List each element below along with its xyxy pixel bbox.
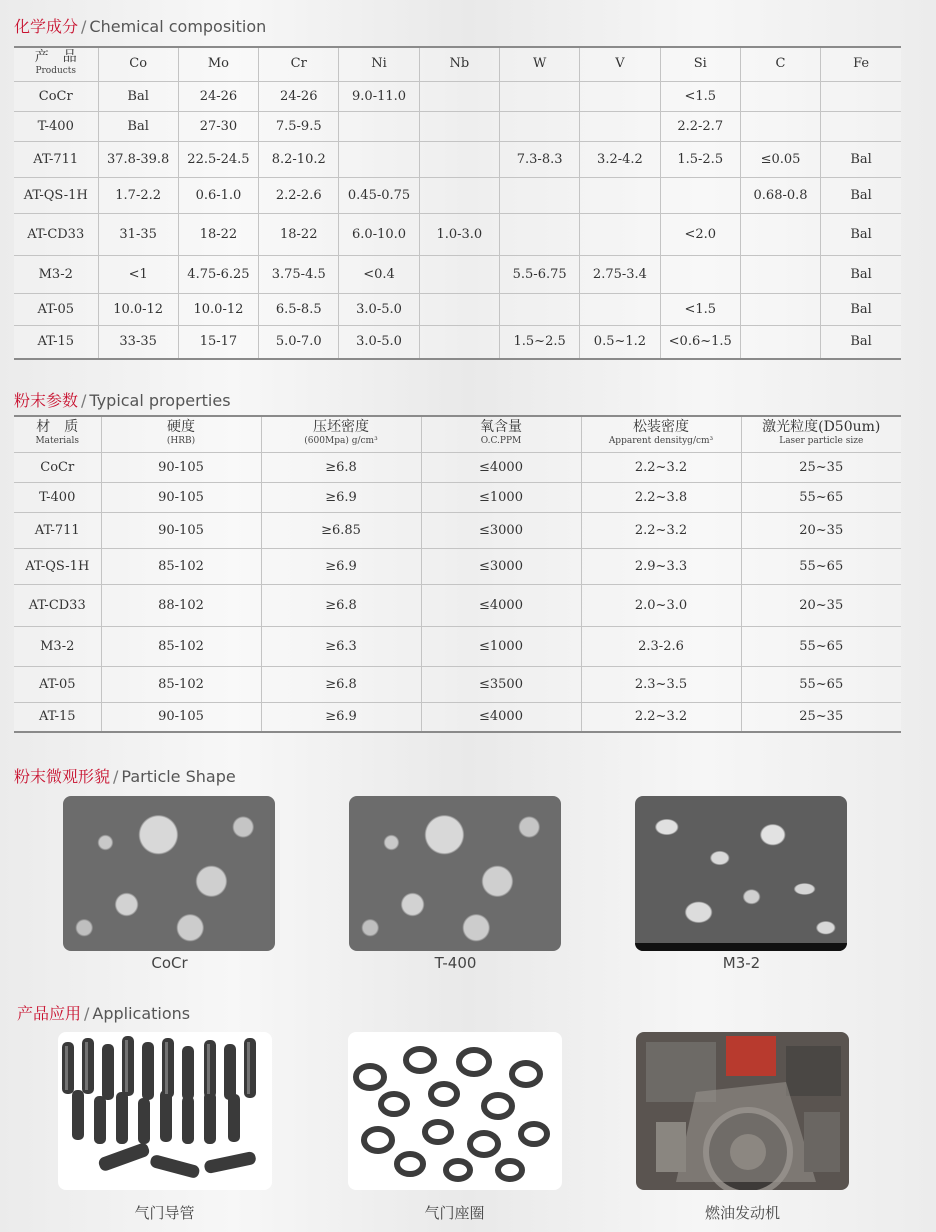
m32-particle-image [635,796,847,951]
props-header-cn: 硬度 [167,419,195,436]
particle-caption-m32: M3-2 [722,954,761,972]
chem-cell [419,325,499,359]
chem-cell: 27-30 [178,111,258,141]
chem-header-si: Si [660,47,740,81]
chem-cell: 22.5-24.5 [178,141,258,177]
props-cell: ≥6.85 [261,512,421,548]
chem-cell: 33-35 [98,325,178,359]
chem-product-name: AT-711 [14,141,98,177]
chem-table-row [14,213,901,255]
chem-cell [660,255,740,293]
props-table-row [14,666,901,702]
chem-cell: 4.75-6.25 [178,255,258,293]
chem-cell: Bal [821,325,901,359]
chem-cell [419,293,499,325]
props-cell: ≥6.9 [261,482,421,512]
chem-table-row [14,325,901,359]
props-header-en: (600Mpa) g/cm³ [304,436,378,447]
chem-cell: 5.5-6.75 [499,255,579,293]
apps-section-title: 产品应用 / Applications [17,1004,191,1023]
chem-cell: <0.6~1.5 [660,325,740,359]
chem-cell [499,111,579,141]
valve-seat-ring-image [348,1032,562,1190]
chem-product-name: AT-QS-1H [14,177,98,213]
chem-cell: 0.5~1.2 [580,325,660,359]
chem-cell: 2.2-2.7 [660,111,740,141]
chem-cell [580,177,660,213]
props-cell: 2.2~3.2 [581,702,741,732]
chem-cell: 2.75-3.4 [580,255,660,293]
props-table-row [14,626,901,666]
props-cell: 20~35 [741,512,901,548]
apps-title-en: Applications [92,1004,191,1023]
chem-cell [821,111,901,141]
chem-cell: Bal [98,111,178,141]
props-cell: ≥6.3 [261,626,421,666]
chem-cell [419,111,499,141]
props-cell: 2.3~3.5 [581,666,741,702]
chem-cell [499,81,579,111]
props-cell: 55~65 [741,626,901,666]
chem-cell [740,81,820,111]
chem-cell: Bal [821,141,901,177]
props-cell: 85-102 [101,548,261,584]
chem-cell [740,111,820,141]
chem-header-mo: Mo [178,47,258,81]
props-header-cell [741,416,901,452]
chem-cell [821,81,901,111]
props-header-cell [101,416,261,452]
valve-guide-image [58,1032,272,1190]
props-cell: ≥6.8 [261,452,421,482]
chem-cell [419,81,499,111]
props-header-cell [261,416,421,452]
props-cell: ≥6.8 [261,666,421,702]
chem-table-row [14,255,901,293]
chem-cell: 37.8-39.8 [98,141,178,177]
chem-cell: 3.75-4.5 [259,255,339,293]
chem-cell [580,293,660,325]
chem-cell: 10.0-12 [98,293,178,325]
props-cell: 25~35 [741,452,901,482]
chem-product-name: AT-15 [14,325,98,359]
chem-cell: 1.5-2.5 [660,141,740,177]
props-section-title: 粉末参数 / Typical properties [14,391,231,410]
products-label-cn: 产 品 [34,49,77,66]
chem-header-cr: Cr [259,47,339,81]
props-cell: ≤4000 [421,584,581,626]
chem-cell: ≤0.05 [740,141,820,177]
props-title-cn: 粉末参数 [14,391,79,410]
fuel-engine-image [636,1032,849,1190]
props-cell: ≤4000 [421,702,581,732]
chem-cell: 0.6-1.0 [178,177,258,213]
shape-title-en: Particle Shape [121,767,236,786]
props-header-row [14,416,901,452]
props-header-cn: 压坯密度 [313,419,369,436]
props-cell: ≤3000 [421,512,581,548]
props-cell: 2.2~3.8 [581,482,741,512]
chem-cell: 3.0-5.0 [339,293,419,325]
props-cell: 90-105 [101,452,261,482]
props-cell: 55~65 [741,548,901,584]
props-cell: 85-102 [101,626,261,666]
chem-cell [740,255,820,293]
props-header-cn: 激光粒度(D50um) [762,419,881,436]
props-cell: 2.2~3.2 [581,512,741,548]
chem-header-nb: Nb [419,47,499,81]
props-cell: ≥6.9 [261,548,421,584]
props-title-en: Typical properties [89,391,231,410]
chem-cell [580,111,660,141]
chem-cell: <1.5 [660,293,740,325]
chem-cell [580,81,660,111]
props-cell: 55~65 [741,482,901,512]
chem-header-w: W [499,47,579,81]
props-cell: ≥6.9 [261,702,421,732]
chem-cell: Bal [821,213,901,255]
app-caption-valve-seat: 气门座圈 [424,1204,485,1222]
props-material-name: T-400 [14,482,101,512]
typical-properties-table [14,415,901,733]
props-cell: 2.9~3.3 [581,548,741,584]
props-header-en: O.C.PPM [480,436,522,447]
chem-cell: 3.0-5.0 [339,325,419,359]
chem-cell: 10.0-12 [178,293,258,325]
chem-cell [740,325,820,359]
props-header-en: Materials [35,436,80,447]
props-header-en: (HRB) [166,436,196,447]
chem-cell: Bal [821,293,901,325]
chem-cell: 8.2-10.2 [259,141,339,177]
chem-header-co: Co [98,47,178,81]
chem-section-title: 化学成分 / Chemical composition [14,17,267,36]
props-table-row [14,482,901,512]
chem-table-row [14,141,901,177]
chem-title-cn: 化学成分 [14,17,79,36]
chem-product-name: M3-2 [14,255,98,293]
props-cell: 90-105 [101,512,261,548]
props-header-cell [421,416,581,452]
props-material-name: AT-15 [14,702,101,732]
props-material-name: CoCr [14,452,101,482]
chem-cell: 6.5-8.5 [259,293,339,325]
props-table-row [14,452,901,482]
app-caption-valve-guide: 气门导管 [134,1204,195,1222]
chem-header-products [14,47,98,81]
cocr-particle-image [63,796,275,951]
chem-header-row [14,47,901,81]
chem-cell: 1.7-2.2 [98,177,178,213]
props-cell: 20~35 [741,584,901,626]
chem-product-name: CoCr [14,81,98,111]
chem-cell: Bal [821,177,901,213]
app-caption-fuel-engine: 燃油发动机 [704,1204,780,1222]
chem-product-name: T-400 [14,111,98,141]
apps-title-cn: 产品应用 [17,1004,82,1023]
chem-cell [580,213,660,255]
chem-cell [740,293,820,325]
props-material-name: AT-QS-1H [14,548,101,584]
chem-cell: 0.68-0.8 [740,177,820,213]
props-cell: ≥6.8 [261,584,421,626]
props-table-row [14,512,901,548]
shape-section-title: 粉末微观形貌 / Particle Shape [14,767,236,786]
chem-cell [499,293,579,325]
chem-cell [740,213,820,255]
chem-table-row [14,293,901,325]
chem-cell: 24-26 [178,81,258,111]
chem-cell [339,141,419,177]
props-header-cn: 氧含量 [480,419,522,436]
props-cell: 90-105 [101,482,261,512]
props-cell: 55~65 [741,666,901,702]
props-material-name: AT-05 [14,666,101,702]
props-cell: 90-105 [101,702,261,732]
chem-cell: 1.0-3.0 [419,213,499,255]
props-cell: 85-102 [101,666,261,702]
props-cell: 88-102 [101,584,261,626]
props-table-row [14,548,901,584]
props-header-cell [581,416,741,452]
props-material-name: AT-CD33 [14,584,101,626]
chem-header-fe: Fe [821,47,901,81]
props-header-cell [14,416,101,452]
chemical-composition-table [14,46,901,360]
chem-product-name: AT-05 [14,293,98,325]
chem-cell: 18-22 [178,213,258,255]
particle-caption-cocr: CoCr [151,954,188,972]
props-cell: ≤1000 [421,626,581,666]
chem-table-row [14,81,901,111]
particle-caption-t400: T-400 [434,954,477,972]
props-material-name: AT-711 [14,512,101,548]
props-cell: ≤4000 [421,452,581,482]
chem-cell [419,255,499,293]
chem-product-name: AT-CD33 [14,213,98,255]
props-header-en: Apparent densityg/cm³ [608,436,714,447]
chem-cell: <2.0 [660,213,740,255]
chem-cell: 9.0-11.0 [339,81,419,111]
chem-cell: 31-35 [98,213,178,255]
chem-cell: 24-26 [259,81,339,111]
props-table-row [14,702,901,732]
props-table-row [14,584,901,626]
chem-header-c: C [740,47,820,81]
chem-table-row [14,177,901,213]
chem-cell [419,141,499,177]
chem-cell: <0.4 [339,255,419,293]
chem-cell [419,177,499,213]
props-header-cn: 松装密度 [633,419,689,436]
chem-cell [339,111,419,141]
props-header-en: Laser particle size [779,436,864,447]
chem-cell [499,213,579,255]
chem-cell: 1.5~2.5 [499,325,579,359]
props-cell: 25~35 [741,702,901,732]
chem-cell [499,177,579,213]
props-cell: ≤1000 [421,482,581,512]
chem-cell: <1 [98,255,178,293]
products-label-en: Products [35,66,77,77]
chem-cell: Bal [821,255,901,293]
chem-title-en: Chemical composition [89,17,267,36]
props-cell: 2.2~3.2 [581,452,741,482]
chem-cell: Bal [98,81,178,111]
chem-cell: 5.0-7.0 [259,325,339,359]
props-cell: 2.3-2.6 [581,626,741,666]
chem-cell [660,177,740,213]
props-material-name: M3-2 [14,626,101,666]
chem-cell: <1.5 [660,81,740,111]
props-cell: ≤3000 [421,548,581,584]
shape-title-cn: 粉末微观形貌 [14,767,111,786]
chem-header-ni: Ni [339,47,419,81]
props-cell: 2.0~3.0 [581,584,741,626]
chem-cell: 15-17 [178,325,258,359]
props-cell: ≤3500 [421,666,581,702]
chem-cell: 18-22 [259,213,339,255]
chem-cell: 6.0-10.0 [339,213,419,255]
t400-particle-image [349,796,561,951]
chem-cell: 7.3-8.3 [499,141,579,177]
chem-cell: 3.2-4.2 [580,141,660,177]
chem-table-row [14,111,901,141]
chem-header-v: V [580,47,660,81]
chem-cell: 0.45-0.75 [339,177,419,213]
chem-cell: 7.5-9.5 [259,111,339,141]
chem-cell: 2.2-2.6 [259,177,339,213]
props-header-cn: 材 质 [36,419,79,436]
